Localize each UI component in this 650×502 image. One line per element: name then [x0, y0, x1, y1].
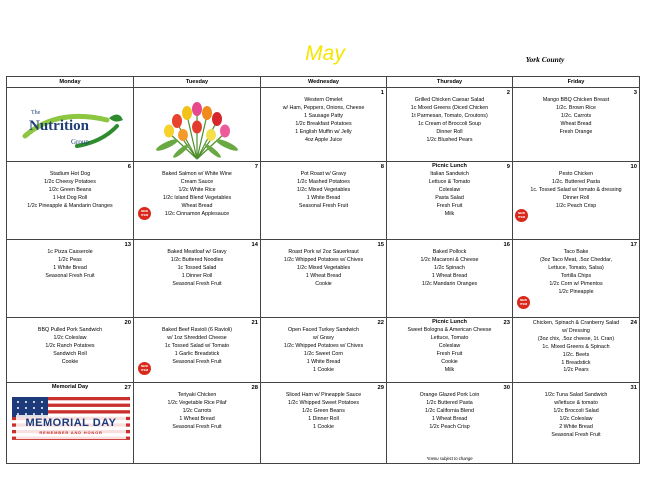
menu-item: 1/2c Whipped Sweet Potatoes — [288, 399, 359, 406]
menu-item: Cookie — [441, 358, 458, 365]
menu-items — [261, 162, 386, 211]
menu-item: BBQ Pulled Pork Sandwich — [37, 327, 103, 333]
menu-item: 1 White Bread — [53, 264, 87, 271]
menu-item: Cream Sauce — [180, 178, 214, 185]
day-heading: Picnic Lunch — [432, 319, 467, 325]
menu-item: 1/2c Spinach — [434, 264, 465, 271]
menu-items — [513, 240, 639, 296]
menu-item: Lettuce, Tomato, Salsa) — [548, 264, 604, 271]
menu-item: 1/2c. Brown Rice — [555, 104, 597, 111]
menu-item: Seasonal Fresh Fruit — [172, 358, 222, 365]
menu-item: 1/2c. Beets — [562, 351, 590, 358]
menu-item: 1/2c Mixed Vegetables — [296, 186, 351, 193]
menu-item: Baked Pollock — [432, 249, 467, 255]
day-cell — [261, 88, 387, 162]
day-cell — [387, 162, 513, 240]
week-row — [7, 88, 640, 162]
menu-item: 1/2c Vegetable Rice Pilaf — [167, 399, 227, 406]
menu-items — [261, 318, 386, 374]
menu-item: w/lettuce & tomato — [554, 399, 598, 406]
weekday-wednesday: Wednesday — [261, 77, 387, 88]
menu-item: 1/2c Corn w/ Pimentos — [549, 280, 603, 287]
menu-item: Baked Beef Ravioli (6 Ravioli) — [161, 327, 233, 333]
day-number: 14 — [251, 242, 258, 248]
menu-items — [387, 240, 512, 289]
menu-item: Sliced Ham w/ Pineapple Sauce — [285, 392, 362, 398]
menu-item: 1c Tossed Salad — [177, 264, 217, 271]
menu-items — [387, 318, 512, 374]
day-number: 3 — [633, 90, 637, 96]
menu-item: 1/2c Cheesy Potatoes — [44, 178, 96, 185]
menu-item: w/ Dressing — [562, 327, 590, 334]
day-number: 8 — [380, 164, 384, 170]
day-cell — [7, 162, 134, 240]
menu-items — [387, 383, 512, 432]
menu-item: 1c Pizza Casserole — [47, 249, 93, 255]
menu-item: Stadium Hot Dog — [49, 171, 91, 177]
day-cell — [513, 318, 640, 383]
day-cell — [7, 240, 134, 318]
menu-item: 1c Mixed Greens (Diced Chicken — [410, 104, 489, 111]
day-number: 21 — [251, 320, 258, 326]
menu-item: Baked Meatloaf w/ Gravy — [167, 249, 227, 255]
menu-item: 1 Wheat Bread — [431, 272, 468, 279]
weekday-header-row — [7, 77, 640, 88]
menu-item: 2 White Bread — [559, 423, 593, 430]
menu-item: 1/2c Peach Crisp — [555, 202, 597, 209]
menu-item: Fresh Orange — [559, 128, 593, 135]
day-cell — [387, 88, 513, 162]
menu-item: Wheat Bread — [181, 202, 213, 209]
menu-item: 4oz Apple Juice — [304, 136, 343, 143]
menu-item: Cookie — [315, 280, 332, 287]
menu-item: Seasonal Fresh Fruit — [45, 272, 95, 279]
menu-item: Roast Pork w/ 2oz Sauerkraut — [288, 249, 359, 255]
menu-items — [387, 88, 512, 144]
menu-item: 1 White Bread — [306, 358, 341, 365]
menu-item: Wheat Bread — [560, 120, 592, 127]
menu-items — [513, 88, 639, 137]
menu-item: 1c. Mixed Greens & Spinach — [542, 343, 610, 350]
menu-item: Seasonal Fresh Fruit — [298, 202, 349, 209]
menu-item: 1/2c Macaroni & Cheese — [420, 256, 479, 263]
menu-item: 1/2c California Blend — [425, 407, 474, 414]
menu-item: 1/2c Broccoli Salad — [553, 407, 599, 414]
day-number: 24 — [630, 320, 637, 326]
day-heading: Picnic Lunch — [432, 163, 467, 169]
menu-item: (3oz Taco Meat, .5oz Cheddar, — [539, 256, 613, 263]
new-item-badge: NEW ITEM — [515, 209, 528, 222]
menu-items — [7, 240, 133, 281]
menu-item: 1/2c Buttered Pasta — [426, 399, 473, 406]
day-cell — [513, 162, 640, 240]
menu-item: 1c. Tossed Salad w/ tomato & dressing — [530, 186, 622, 193]
menu-item: Milk — [444, 210, 455, 217]
menu-item: 1/2c Tuna Salad Sandwich — [544, 392, 608, 398]
day-number: 10 — [630, 164, 637, 170]
menu-item: Italian Sandwich — [430, 171, 469, 177]
menu-item: 1 White Bread — [306, 194, 341, 201]
menu-item: Orange Glazed Pork Loin — [419, 392, 480, 398]
day-cell — [134, 88, 261, 162]
memorial-day-banner: MEMORIAL DAY REMEMBER AND HONOR — [12, 397, 130, 443]
menu-item: 1/2c Peach Crisp — [429, 423, 470, 430]
day-cell — [387, 240, 513, 318]
day-cell — [134, 383, 261, 464]
menu-item: Seasonal Fresh Fruit — [551, 431, 601, 438]
day-number: 2 — [506, 90, 510, 96]
menu-item: Teriyaki Chicken — [177, 392, 217, 398]
menu-item: 1 Garlic Breadstick — [174, 350, 220, 357]
menu-item: Cookie — [61, 358, 79, 365]
day-heading: Memorial Day — [51, 384, 89, 390]
day-cell — [513, 88, 640, 162]
menu-item: 1t Parmesan, Tomato, Croutons) — [411, 112, 488, 119]
day-number: 31 — [630, 385, 637, 391]
day-cell — [134, 162, 261, 240]
menu-item: 1/2c Pears — [563, 367, 589, 374]
menu-note: *menu subject to change — [426, 456, 473, 461]
menu-item: 1c Tossed Salad w/ Tomato — [164, 342, 230, 349]
menu-items — [513, 318, 639, 375]
menu-item: 1 Breadstick — [561, 359, 591, 366]
menu-item: w/ Gravy — [313, 334, 334, 341]
day-number: 20 — [124, 320, 131, 326]
new-item-badge: NEW ITEM — [138, 207, 151, 220]
menu-items — [513, 162, 639, 211]
menu-item: 1 Cookie — [313, 423, 334, 430]
menu-item: 1 Cookie — [313, 366, 334, 373]
menu-item: (3oz chix, .5oz cheese, 1t. Cran) — [537, 335, 615, 342]
day-number: 6 — [127, 164, 131, 170]
menu-items — [387, 162, 512, 218]
day-number: 29 — [377, 385, 384, 391]
menu-item: Sandwich Roll — [53, 350, 87, 357]
menu-item: Fresh Fruit — [436, 202, 463, 209]
menu-item: Pesto Chicken — [558, 171, 594, 177]
weekday-monday: Monday — [7, 77, 134, 88]
menu-item: Pasta Salad — [435, 194, 464, 201]
day-number: 23 — [503, 320, 510, 326]
day-number: 30 — [503, 385, 510, 391]
menu-items — [7, 162, 133, 211]
day-cell — [134, 318, 261, 383]
new-item-badge: NEW ITEM — [517, 296, 530, 309]
menu-item: Baked Salmon w/ White Wine — [162, 171, 232, 177]
menu-items — [261, 88, 386, 144]
new-item-badge: NEW ITEM — [138, 362, 151, 375]
day-cell — [261, 318, 387, 383]
day-number: 28 — [251, 385, 258, 391]
menu-item: 1/2c Mixed Vegetables — [296, 264, 351, 271]
tulip-bouquet-image — [137, 93, 257, 161]
menu-item: 1 Dinner Roll — [308, 415, 339, 422]
month-title: May — [305, 42, 345, 65]
menu-item: 1 Hot Dog Roll — [52, 194, 88, 201]
menu-items — [261, 240, 386, 289]
menu-items — [7, 318, 133, 367]
menu-item: 1/2c Coleslaw — [53, 334, 87, 341]
menu-item: Coleslaw — [438, 186, 461, 193]
day-cell — [7, 318, 134, 383]
menu-item: Mango BBQ Chicken Breast — [542, 97, 610, 103]
menu-item: 1/2c Green Beans — [302, 407, 345, 414]
menu-item: 1/2c Mashed Potatoes — [297, 178, 350, 185]
week-row — [7, 383, 640, 464]
menu-item: Grilled Chicken Caesar Salad — [414, 97, 485, 103]
day-number: 9 — [506, 164, 510, 170]
weekday-thursday: Thursday — [387, 77, 513, 88]
menu-item: 1/2c Buttered Noodles — [170, 256, 224, 263]
day-number: 1 — [380, 90, 384, 96]
menu-item: 1/2c Whipped Potatoes w/ Chives — [283, 342, 364, 349]
menu-item: Pot Roast w/ Gravy — [300, 171, 347, 177]
menu-item: 1/2c Blushed Pears — [426, 136, 473, 143]
menu-item: Dinner Roll — [436, 128, 463, 135]
menu-item: 1 Wheat Bread — [431, 415, 468, 422]
menu-item: Sweet Bologna & American Cheese — [407, 327, 492, 333]
menu-item: 1/2c Peas — [58, 256, 82, 263]
nutrition-group-logo: The Nutrition Group — [17, 102, 127, 164]
menu-items — [261, 383, 386, 432]
week-row — [7, 318, 640, 383]
day-number: 16 — [503, 242, 510, 248]
menu-item: 1/2c Pineapple — [558, 288, 594, 295]
day-cell — [7, 383, 134, 464]
week-row — [7, 162, 640, 240]
day-number: 15 — [377, 242, 384, 248]
menu-item: 1/2c Green Beans — [48, 186, 92, 193]
menu-item: 1/2c Sweet Corn — [303, 350, 344, 357]
day-cell — [261, 383, 387, 464]
menu-item: 1/2c Ranch Potatoes — [45, 342, 95, 349]
week-row — [7, 240, 640, 318]
weekday-friday: Friday — [513, 77, 640, 88]
menu-item: w/ Ham, Peppers, Onions, Cheese — [282, 104, 365, 111]
menu-item: 1/2c. Buttered Pasta — [552, 178, 600, 185]
day-number: 7 — [254, 164, 258, 170]
menu-calendar — [6, 76, 640, 464]
menu-item: 1 Dinner Roll — [181, 272, 213, 279]
day-number: 17 — [630, 242, 637, 248]
menu-item: 1/2c Carrots — [182, 407, 212, 414]
county-name: York County — [525, 55, 565, 64]
menu-item: 1 English Muffin w/ Jelly — [295, 128, 352, 135]
menu-item: 1/2c. Carrots — [560, 112, 592, 119]
menu-item: 1 Wheat Bread — [305, 272, 342, 279]
menu-item: 1/2c Cinnamon Applesauce — [164, 210, 230, 217]
day-cell — [261, 240, 387, 318]
day-cell — [387, 383, 513, 464]
menu-item: 1/2c Mandarin Oranges — [421, 280, 478, 287]
menu-item: Seasonal Fresh Fruit — [172, 280, 222, 287]
menu-item: Taco Bake — [563, 249, 589, 255]
menu-items — [134, 318, 260, 367]
menu-item: Milk — [444, 366, 455, 373]
day-number: 22 — [377, 320, 384, 326]
menu-item: Chicken, Spinach & Cranberry Salad — [532, 320, 620, 326]
day-cell — [134, 240, 261, 318]
menu-item: Dinner Roll — [562, 194, 590, 201]
menu-item: Western Omelet — [304, 97, 343, 103]
menu-item: Open Faced Turkey Sandwich — [288, 327, 359, 333]
menu-item: Lettuce, Tomato — [430, 334, 469, 341]
day-cell — [7, 88, 134, 162]
menu-items — [134, 162, 260, 218]
menu-item: 1 Sausage Patty — [304, 112, 343, 119]
day-number: 27 — [124, 385, 131, 391]
menu-item: Tortilla Chips — [560, 272, 592, 279]
day-cell — [261, 162, 387, 240]
menu-item: w/ 1oz Shredded Cheese — [167, 334, 227, 341]
day-cell — [387, 318, 513, 383]
day-cell — [513, 240, 640, 318]
menu-item: 1/2c White Rice — [178, 186, 216, 193]
menu-item: 1/2c Coleslaw — [559, 415, 593, 422]
menu-item: 1/2c Island Blend Vegetables — [162, 194, 232, 201]
menu-item: 1c Cream of Broccoli Soup — [417, 120, 481, 127]
weekday-tuesday: Tuesday — [134, 77, 261, 88]
day-number: 13 — [124, 242, 131, 248]
day-cell — [513, 383, 640, 464]
menu-item: 1/2c Breakfast Potatoes — [295, 120, 352, 127]
menu-items — [513, 383, 639, 439]
menu-item: Seasonal Fresh Fruit — [172, 423, 222, 430]
menu-item: 1/2c Whipped Potatoes w/ Chives — [283, 256, 364, 263]
menu-item: Fresh Fruit — [436, 350, 463, 357]
menu-items — [134, 383, 260, 432]
menu-item: Coleslaw — [438, 342, 461, 349]
menu-items — [134, 240, 260, 289]
menu-item: 1 Wheat Bread — [179, 415, 215, 422]
menu-item: Lettuce & Tomato — [428, 178, 471, 185]
menu-item: 1/2c Pineapple & Mandarin Oranges — [27, 202, 113, 209]
